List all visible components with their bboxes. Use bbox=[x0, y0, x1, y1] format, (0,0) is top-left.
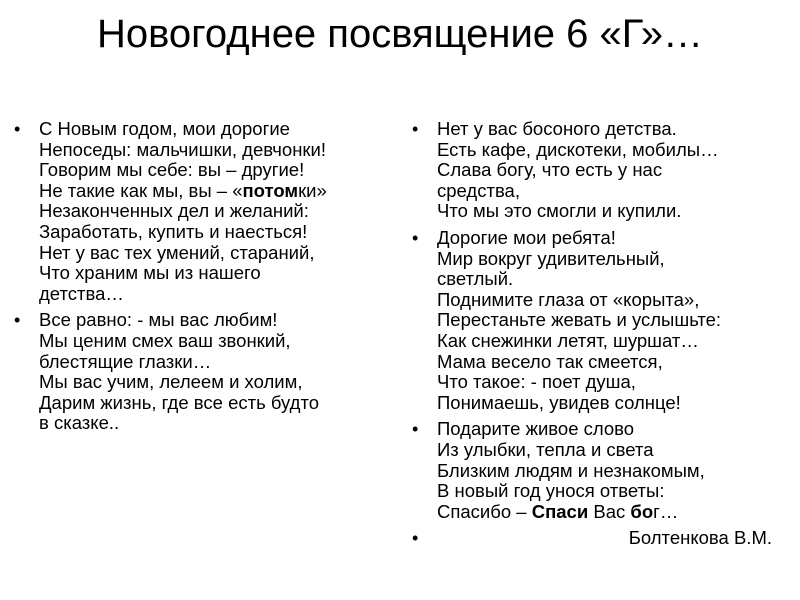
poem-line: • Все равно: - мы вас любим! bbox=[39, 309, 278, 331]
poem-line: Мама весело так смеется, bbox=[437, 350, 663, 372]
right-column bbox=[412, 119, 796, 555]
poem-line: Понимаешь, увидев солнце! bbox=[437, 391, 681, 413]
poem-line: Как снежинки летят, шуршат… bbox=[437, 329, 699, 351]
poem-line: Мы вас учим, лелеем и холим, bbox=[39, 371, 303, 393]
poem-line: Поднимите глаза от «корыта», bbox=[437, 288, 700, 310]
poem-line: средства, bbox=[437, 179, 520, 201]
poem-line: Дарим жизнь, где все есть будто bbox=[39, 391, 320, 413]
poem-line: Есть кафе, дискотеки, мобилы… bbox=[437, 138, 719, 160]
list-item bbox=[412, 419, 796, 522]
poem-line: Из улыбки, тепла и света bbox=[437, 438, 654, 460]
list-item bbox=[412, 228, 796, 413]
poem-line: Непоседы: мальчишки, девчонки! bbox=[39, 138, 326, 160]
poem-line: Мир вокруг удивительный, bbox=[437, 247, 665, 269]
poem-line: Что такое: - поет душа, bbox=[437, 371, 636, 393]
poem-line: Заработать, купить и наесться! bbox=[39, 220, 308, 242]
poem-line: детства… bbox=[39, 282, 124, 304]
poem-line: Мы ценим смех ваш звонкий, bbox=[39, 329, 291, 351]
left-column bbox=[14, 119, 394, 440]
poem-line: • С Новым годом, мои дорогие bbox=[39, 118, 290, 139]
page-title: Новогоднее посвящение 6 «Г»… bbox=[97, 12, 703, 56]
poem-line: Слава богу, что есть у нас bbox=[437, 159, 663, 181]
poem-line: Не такие как мы, вы – «потомки» bbox=[39, 179, 327, 201]
poem-line: • Подарите живое слово bbox=[437, 418, 635, 440]
poem-line: Что мы это смогли и купили. bbox=[437, 200, 682, 222]
bold-fragment: потом bbox=[242, 179, 299, 201]
list-item bbox=[14, 119, 394, 304]
poem-line: Перестаньте жевать и услышьте: bbox=[437, 309, 722, 331]
poem-line: Незаконченных дел и желаний: bbox=[39, 200, 309, 222]
poem-line: в сказке.. bbox=[39, 412, 120, 434]
poem-line: блестящие глазки… bbox=[39, 350, 212, 372]
list-item bbox=[412, 119, 796, 222]
poem-line: • Нет у вас босоного детства. bbox=[437, 118, 677, 139]
poem-line: В новый год унося ответы: bbox=[437, 480, 665, 502]
poem-line: Что храним мы из нашего bbox=[39, 262, 261, 284]
poem-line: Близким людям и незнакомым, bbox=[437, 459, 705, 481]
poem-line: • Дорогие мои ребята! bbox=[437, 226, 616, 248]
author-signature: • Болтенкова В.М. bbox=[628, 527, 772, 549]
poem-line: Нет у вас тех умений, стараний, bbox=[39, 241, 315, 263]
poem-line: Спасибо – Спаси Вас бог… bbox=[437, 500, 679, 522]
bold-fragment: бо bbox=[630, 500, 654, 522]
bold-fragment: Спаси bbox=[531, 500, 589, 522]
poem-line: светлый. bbox=[437, 268, 514, 290]
list-item bbox=[412, 528, 796, 549]
list-item bbox=[14, 310, 394, 434]
poem-line: Говорим мы себе: вы – другие! bbox=[39, 159, 305, 181]
